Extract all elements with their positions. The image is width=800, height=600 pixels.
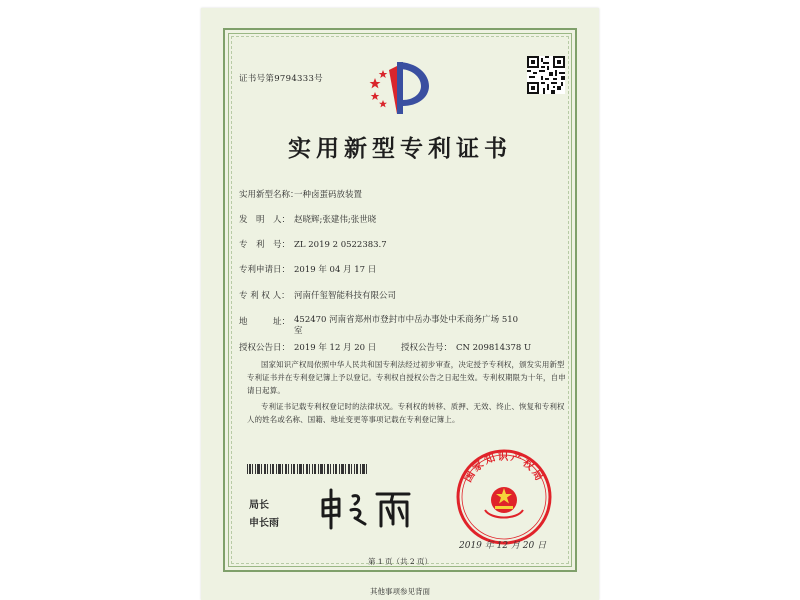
signatory-role: 局长 <box>249 500 269 511</box>
svg-text:国家知识产权局 <box>461 450 547 485</box>
certificate-page <box>201 8 599 600</box>
certificate-title: 实用新型专利证书 <box>288 136 512 162</box>
certificate-number: 证书号第9794333号 <box>239 74 323 84</box>
cnipa-logo-icon <box>367 56 437 118</box>
qr-code-icon <box>527 56 565 94</box>
handwritten-signature <box>317 486 417 532</box>
field-publication-number: 授权公告号： CN 209814378 U <box>401 343 532 353</box>
signatory-name: 申长雨 <box>249 518 279 529</box>
field-address-value: 452470 河南省郑州市登封市中岳办事处中禾商务广场 510 室 <box>294 315 519 336</box>
field-address-label: 地 址： <box>239 317 291 327</box>
footer-note: 其他事项参见背面 <box>370 587 430 596</box>
field-patentee: 专 利 权 人： 河南仟玺智能科技有限公司 <box>239 291 397 301</box>
legal-paragraph-1: 国家知识产权局依照中华人民共和国专利法经过初步审查，决定授予专利权，颁发实用新型专利证书并在专利登记簿上予以登记。专利权自授权公告之日起生效。专利权期限为十年，自申请日起算。 <box>247 360 566 395</box>
page-number: 第 1 页（共 2 页） <box>367 557 433 566</box>
barcode-icon <box>247 464 367 474</box>
seal-text: 国家知识产权局 <box>461 450 547 485</box>
field-utility-name: 实用新型名称：一种卤蛋码放装置 <box>239 190 363 200</box>
field-patent-number: 专 利 号： ZL 2019 2 0522383.7 <box>239 240 387 250</box>
seal-date: 2019 年 12 月 20 日 <box>459 541 547 551</box>
legal-paragraph-2: 专利证书记载专利权登记时的法律状况。专利权的转移、质押、无效、终止、恢复和专利权人的姓名或名称、国籍、地址变更等事项记载在专利登记簿上。 <box>247 402 565 424</box>
official-seal-icon <box>455 448 553 546</box>
field-inventors: 发 明 人： 赵晓辉;张建伟;张世晓 <box>239 215 377 225</box>
field-grant-date: 授权公告日： 2019 年 12 月 20 日 <box>239 343 377 353</box>
field-application-date: 专利申请日： 2019 年 04 月 17 日 <box>239 265 377 275</box>
